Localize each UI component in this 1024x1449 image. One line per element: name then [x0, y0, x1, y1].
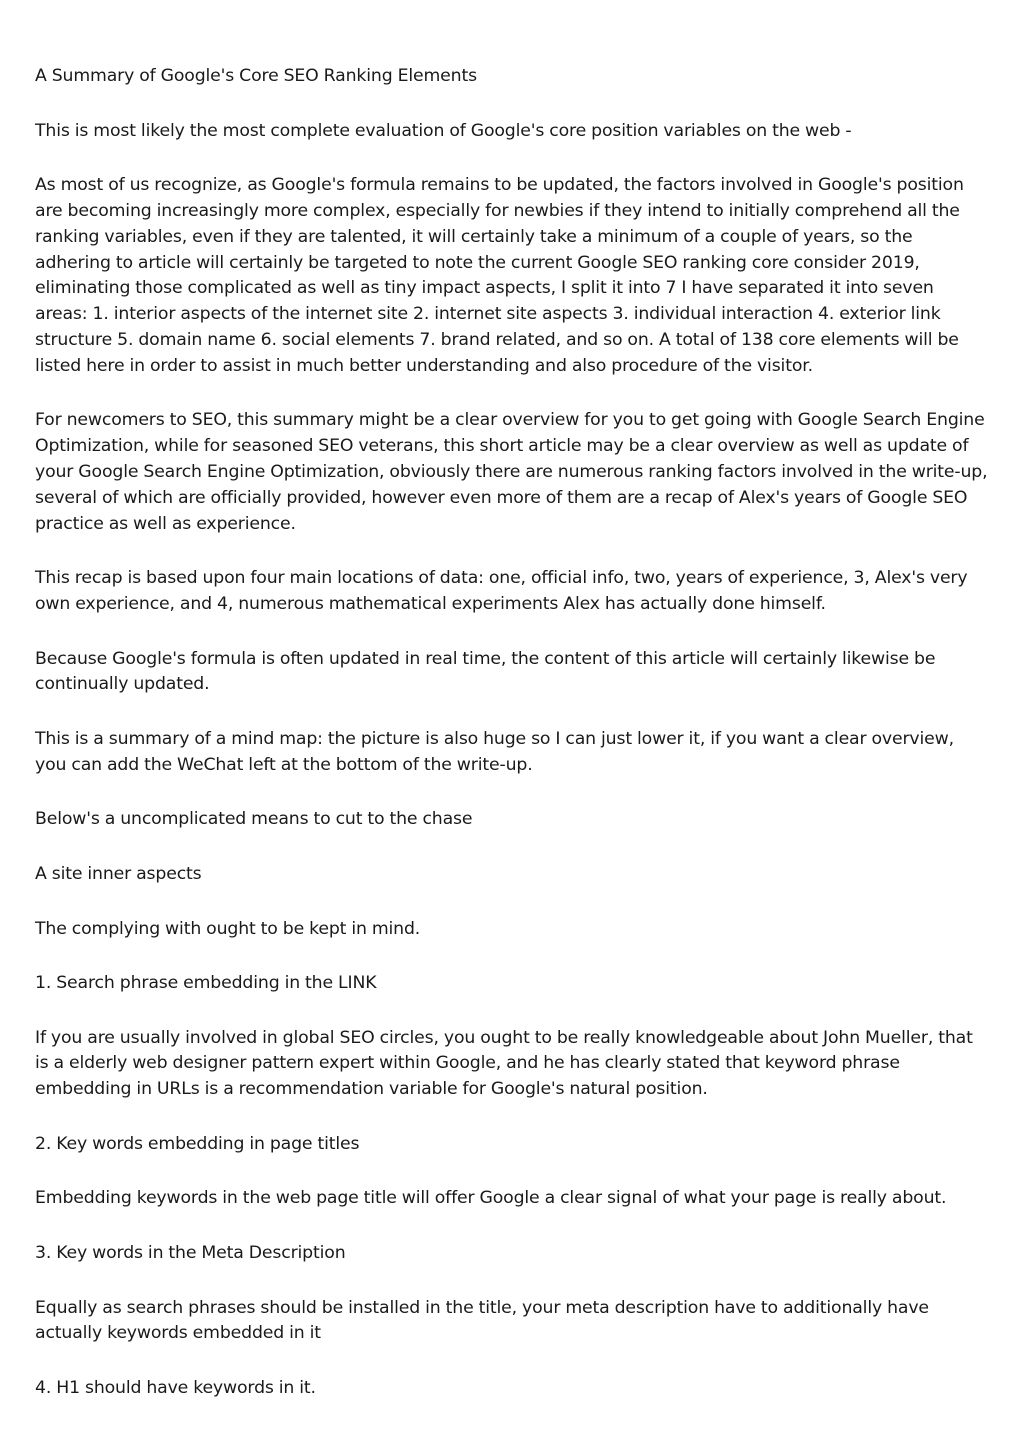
list-item-heading: 2. Key words embedding in page titles: [35, 1133, 360, 1154]
body-paragraph: This is a summary of a mind map: the picture is also huge so I can just lower it, if you want a clear overview, you can add the WeChat left at the bottom of the write-up.: [35, 728, 954, 775]
body-paragraph: Equally as search phrases should be installed in the title, your meta description have to additionally have actually keywords embedded in it: [35, 1297, 929, 1344]
body-paragraph: Because Google's formula is often updated in real time, the content of this article will certainly likewise be continually updated.: [35, 648, 936, 695]
body-paragraph: This recap is based upon four main locations of data: one, official info, two, years of experience, 3, Alex's very own experience, and 4, numerous mathematical experiments Alex has actually done himself.: [35, 568, 968, 614]
body-paragraph: If you are usually involved in global SEO circles, you ought to be really knowledgeable about John Mueller, that is a elderly web designer pattern expert within Google, and he has clearly stated that keyword phrase embedding in URLs is a recommendation variable for Google's natural position.: [35, 1027, 973, 1100]
list-item-heading: 1. Search phrase embedding in the LINK: [35, 973, 377, 994]
body-paragraph: Below's a uncomplicated means to cut to the chase: [35, 809, 473, 830]
body-paragraph: For newcomers to SEO, this summary might be a clear overview for you to get going with Google Search Engine Optimization, while for seasoned SEO veterans, this short article may be a clear overview as well as update of your Google Search Engine Optimization, obviously there are numerous ranking factors involved in the write-up, several of which are officially provided, however even more of them are a recap of Alex's years of Google SEO practice as well as experience.: [35, 410, 988, 534]
list-item-heading: 4. H1 should have keywords in it.: [35, 1378, 316, 1399]
section-heading: A site inner aspects: [35, 863, 202, 884]
body-paragraph: Embedding keywords in the web page title will offer Google a clear signal of what your page is really about.: [35, 1188, 947, 1209]
body-paragraph: As most of us recognize, as Google's formula remains to be updated, the factors involved in Google's position are becoming increasingly more complex, especially for newbies if they intend to initially comprehend all the ranking variables, even if they are talented, it will certainly take a minimum of a couple of years, so the adhering to article will certainly be targeted to note the current Google SEO ranking core consider 2019, eliminating those complicated as well as tiny impact aspects, I split it into 7 I have separated it into seven areas: 1. interior aspects of the internet site 2. internet site aspects 3. individual interaction 4. exterior link structure 5. domain name 6. social elements 7. brand related, and so on. A total of 138 core elements will be listed here in order to assist in much better understanding and also procedure of the visitor.: [35, 175, 964, 376]
list-item-heading: 3. Key words in the Meta Description: [35, 1243, 346, 1264]
document-title: A Summary of Google's Core SEO Ranking Elements: [35, 66, 477, 86]
document-body: [35, 64, 990, 1431]
intro-paragraph: This is most likely the most complete evaluation of Google's core position variables on the web -: [35, 120, 852, 141]
body-paragraph: The complying with ought to be kept in mind.: [35, 918, 421, 939]
